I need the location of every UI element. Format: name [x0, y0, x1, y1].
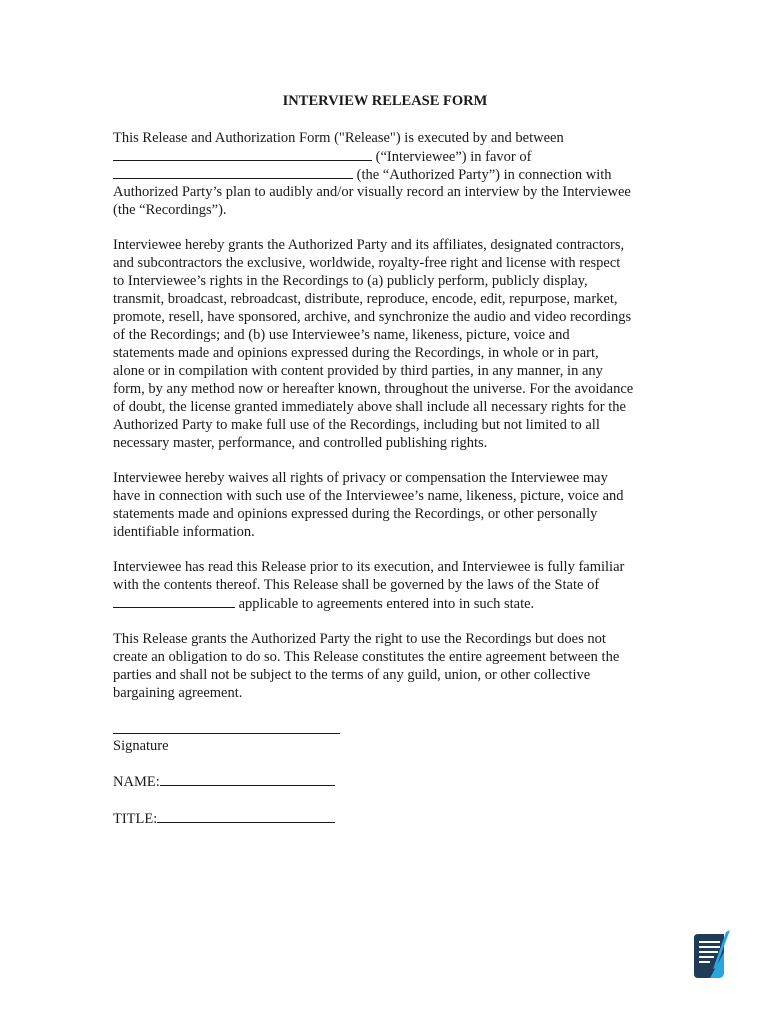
grant-line: of the Recordings; and (b) use Interviewee’s name, likeness, picture, voice and: [113, 327, 570, 343]
grant-line: alone or in compilation with content provided by third parties, in any manner, in any: [113, 363, 603, 379]
grant-line: transmit, broadcast, rebroadcast, distribute, reproduce, encode, edit, repurpose, market,: [113, 291, 618, 307]
name-label: NAME:: [113, 774, 160, 790]
waiver-line: identifiable information.: [113, 524, 255, 540]
waiver-line: Interviewee hereby waives all rights of privacy or compensation the Interviewee may: [113, 470, 608, 486]
grant-line: promote, resell, have sponsored, archive, and synchronize the audio and video recordings: [113, 309, 632, 325]
title-label: TITLE:: [113, 811, 158, 827]
obligation-line: create an obligation to do so. This Release constitutes the entire agreement between the: [113, 649, 620, 665]
obligation-line: This Release grants the Authorized Party the right to use the Recordings but does not: [113, 631, 606, 647]
obligation-line: bargaining agreement.: [113, 685, 243, 701]
intro-line-2: (“Interviewee”) in favor of: [113, 147, 531, 166]
grant-line: statements made and opinions expressed during the Recordings, in whole or in part,: [113, 345, 599, 361]
signature-label: Signature: [113, 738, 169, 754]
governing-law-line-1: Interviewee has read this Release prior to its execution, and Interviewee is fully familiar: [113, 559, 625, 575]
grant-line: Authorized Party to make full use of the Recordings, including but not limited to all: [113, 417, 600, 433]
name-row: [113, 772, 335, 791]
grant-line: form, by any method now or hereafter known, throughout the universe. For the avoidance: [113, 381, 634, 397]
title-blank[interactable]: [157, 809, 335, 823]
document-title: INTERVIEW RELEASE FORM: [282, 93, 488, 109]
grant-line: to Interviewee’s rights in the Recordings to (a) publicly perform, publicly display,: [113, 273, 588, 289]
governing-law-line-2: with the contents thereof. This Release shall be governed by the laws of the State of: [113, 577, 600, 593]
interviewee-blank[interactable]: [113, 147, 372, 161]
grant-line: necessary master, performance, and controlled publishing rights.: [113, 435, 488, 451]
authorized-party-blank[interactable]: [113, 165, 353, 179]
document-logo-icon: [690, 928, 734, 984]
intro-line-1: This Release and Authorization Form ("Release") is executed by and between: [113, 130, 564, 146]
waiver-line: statements made and opinions expressed during the Recordings, or other personally: [113, 506, 598, 522]
intro-line-3: (the “Authorized Party”) in connection with: [113, 165, 612, 184]
signature-blank[interactable]: [113, 733, 340, 734]
grant-line: of doubt, the license granted immediately above shall include all necessary rights for the: [113, 399, 626, 415]
intro-line-4: Authorized Party’s plan to audibly and/or visually record an interview by the Interviewee: [113, 184, 631, 200]
name-blank[interactable]: [160, 772, 335, 786]
intro-line-5: (the “Recordings”).: [113, 202, 227, 218]
grant-line: Interviewee hereby grants the Authorized Party and its affiliates, designated contractors,: [113, 237, 625, 253]
governing-law-line-3: applicable to agreements entered into in such state.: [113, 594, 534, 613]
state-blank[interactable]: [113, 594, 235, 608]
obligation-line: parties and shall not be subject to the terms of any guild, union, or other collective: [113, 667, 591, 683]
title-row: [113, 809, 335, 828]
waiver-line: have in connection with such use of the Interviewee’s name, likeness, picture, voice and: [113, 488, 624, 504]
grant-line: and subcontractors the exclusive, worldwide, royalty-free right and license with respect: [113, 255, 621, 271]
